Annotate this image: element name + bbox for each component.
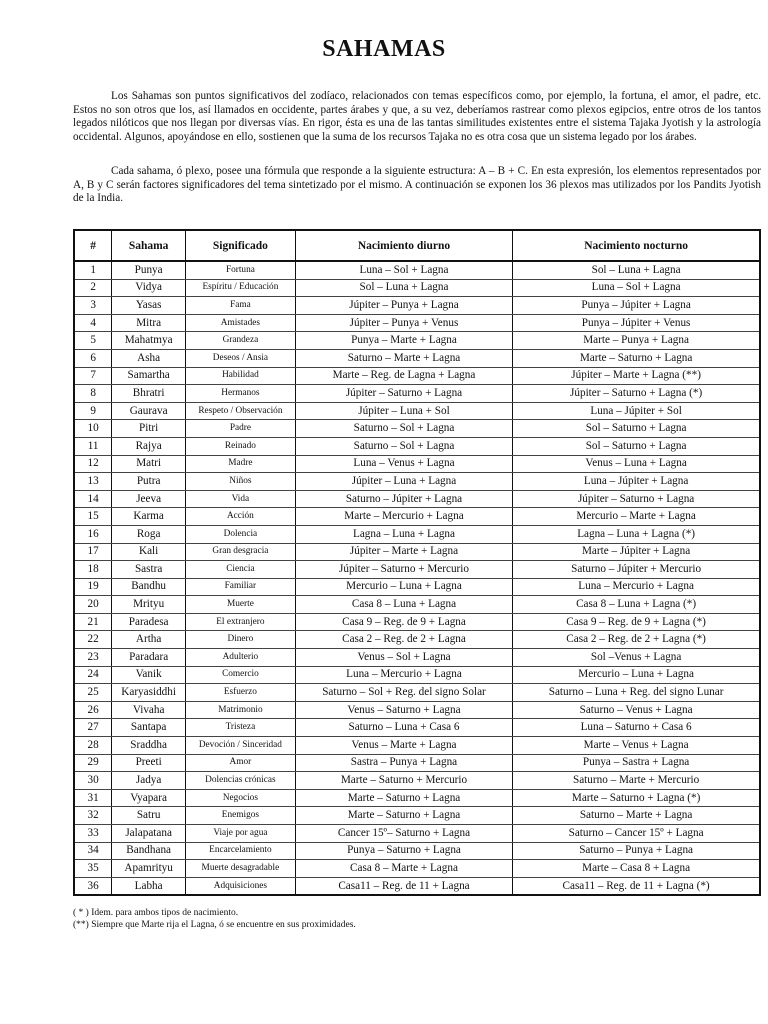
nacimiento-diurno: Júpiter – Punya + Lagna <box>295 297 512 315</box>
sahama-name: Paradara <box>112 649 186 667</box>
sahama-name: Karyasiddhi <box>112 684 186 702</box>
sahama-name: Vivaha <box>112 701 186 719</box>
nacimiento-nocturno: Saturno – Cancer 15º + Lagna <box>513 825 760 843</box>
row-number: 23 <box>74 649 112 667</box>
table-row <box>74 561 760 579</box>
nacimiento-nocturno: Mercurio – Luna + Lagna <box>513 666 760 684</box>
row-number: 14 <box>74 490 112 508</box>
row-number: 10 <box>74 420 112 438</box>
sahama-name: Artha <box>112 631 186 649</box>
nacimiento-diurno: Sastra – Punya + Lagna <box>295 754 512 772</box>
sahama-name: Pitri <box>112 420 186 438</box>
table-row <box>74 807 760 825</box>
nacimiento-diurno: Saturno – Marte + Lagna <box>295 349 512 367</box>
row-number: 21 <box>74 613 112 631</box>
nacimiento-nocturno: Lagna – Luna + Lagna (*) <box>513 525 760 543</box>
significado: Negocios <box>186 789 296 807</box>
significado: Ciencia <box>186 561 296 579</box>
significado: Grandeza <box>186 332 296 350</box>
table-row <box>74 684 760 702</box>
row-number: 13 <box>74 473 112 491</box>
table-row <box>74 754 760 772</box>
nacimiento-nocturno: Punya – Júpiter + Venus <box>513 314 760 332</box>
nacimiento-diurno: Marte – Mercurio + Lagna <box>295 508 512 526</box>
nacimiento-nocturno: Marte – Saturno + Lagna (*) <box>513 789 760 807</box>
row-number: 15 <box>74 508 112 526</box>
table-row <box>74 455 760 473</box>
nacimiento-nocturno: Luna – Júpiter + Sol <box>513 402 760 420</box>
nacimiento-diurno: Punya – Marte + Lagna <box>295 332 512 350</box>
nacimiento-nocturno: Saturno – Luna + Reg. del signo Lunar <box>513 684 760 702</box>
row-number: 19 <box>74 578 112 596</box>
row-number: 17 <box>74 543 112 561</box>
table-row <box>74 701 760 719</box>
significado: Muerte <box>186 596 296 614</box>
table-row <box>74 578 760 596</box>
sahama-name: Mahatmya <box>112 332 186 350</box>
row-number: 20 <box>74 596 112 614</box>
significado: Fama <box>186 297 296 315</box>
nacimiento-diurno: Venus – Sol + Lagna <box>295 649 512 667</box>
nacimiento-nocturno: Sol –Venus + Lagna <box>513 649 760 667</box>
row-number: 26 <box>74 701 112 719</box>
significado: Amor <box>186 754 296 772</box>
table-row <box>74 349 760 367</box>
nacimiento-nocturno: Marte – Casa 8 + Lagna <box>513 860 760 878</box>
significado: Comercio <box>186 666 296 684</box>
table-row <box>74 437 760 455</box>
nacimiento-nocturno: Casa 9 – Reg. de 9 + Lagna (*) <box>513 613 760 631</box>
nacimiento-diurno: Venus – Saturno + Lagna <box>295 701 512 719</box>
nacimiento-nocturno: Saturno – Júpiter + Mercurio <box>513 561 760 579</box>
nacimiento-diurno: Luna – Venus + Lagna <box>295 455 512 473</box>
table-row <box>74 402 760 420</box>
sahama-name: Jadya <box>112 772 186 790</box>
sahama-name: Labha <box>112 877 186 895</box>
significado: Madre <box>186 455 296 473</box>
sahama-name: Jalapatana <box>112 825 186 843</box>
nacimiento-nocturno: Punya – Júpiter + Lagna <box>513 297 760 315</box>
row-number: 24 <box>74 666 112 684</box>
significado: Amistades <box>186 314 296 332</box>
nacimiento-nocturno: Saturno – Punya + Lagna <box>513 842 760 860</box>
nacimiento-diurno: Mercurio – Luna + Lagna <box>295 578 512 596</box>
nacimiento-nocturno: Luna – Mercurio + Lagna <box>513 578 760 596</box>
significado: Deseos / Ansia <box>186 349 296 367</box>
row-number: 31 <box>74 789 112 807</box>
nacimiento-diurno: Marte – Reg. de Lagna + Lagna <box>295 367 512 385</box>
row-number: 8 <box>74 385 112 403</box>
nacimiento-diurno: Saturno – Sol + Reg. del signo Solar <box>295 684 512 702</box>
nacimiento-nocturno: Venus – Luna + Lagna <box>513 455 760 473</box>
table-row <box>74 596 760 614</box>
significado: El extranjero <box>186 613 296 631</box>
nacimiento-nocturno: Júpiter – Saturno + Lagna <box>513 490 760 508</box>
structure-paragraph: Cada sahama, ó plexo, posee una fórmula que responde a la siguiente estructura: A – B + C. En esta expresión, los elementos representados por A, B y C serán factores significadores del tema sintetizado por el mismo. A continuación se exponen los 36 plexos mas utilizados por los Pandits Jyotish de la India. <box>73 165 761 205</box>
table-row <box>74 314 760 332</box>
sahama-name: Rajya <box>112 437 186 455</box>
row-number: 29 <box>74 754 112 772</box>
nacimiento-diurno: Júpiter – Punya + Venus <box>295 314 512 332</box>
row-number: 28 <box>74 737 112 755</box>
sahama-name: Vanik <box>112 666 186 684</box>
sahama-name: Vyapara <box>112 789 186 807</box>
header-diurno: Nacimiento diurno <box>295 230 512 261</box>
nacimiento-nocturno: Marte – Punya + Lagna <box>513 332 760 350</box>
nacimiento-nocturno: Sol – Saturno + Lagna <box>513 437 760 455</box>
significado: Enemigos <box>186 807 296 825</box>
table-row <box>74 332 760 350</box>
significado: Viaje por agua <box>186 825 296 843</box>
table-row <box>74 666 760 684</box>
table-row <box>74 420 760 438</box>
table-row <box>74 842 760 860</box>
sahama-name: Matri <box>112 455 186 473</box>
nacimiento-nocturno: Saturno – Marte + Lagna <box>513 807 760 825</box>
nacimiento-nocturno: Luna – Sol + Lagna <box>513 279 760 297</box>
header-nocturno: Nacimiento nocturno <box>513 230 760 261</box>
table-row <box>74 297 760 315</box>
table-row <box>74 508 760 526</box>
nacimiento-nocturno: Júpiter – Saturno + Lagna (*) <box>513 385 760 403</box>
row-number: 34 <box>74 842 112 860</box>
row-number: 7 <box>74 367 112 385</box>
table-row <box>74 877 760 895</box>
sahama-name: Preeti <box>112 754 186 772</box>
row-number: 3 <box>74 297 112 315</box>
nacimiento-diurno: Casa 9 – Reg. de 9 + Lagna <box>295 613 512 631</box>
nacimiento-diurno: Casa 8 – Marte + Lagna <box>295 860 512 878</box>
row-number: 18 <box>74 561 112 579</box>
sahama-name: Jeeva <box>112 490 186 508</box>
nacimiento-nocturno: Punya – Sastra + Lagna <box>513 754 760 772</box>
sahama-name: Putra <box>112 473 186 491</box>
table-row <box>74 649 760 667</box>
table-row <box>74 543 760 561</box>
significado: Reinado <box>186 437 296 455</box>
table-row <box>74 385 760 403</box>
sahama-name: Asha <box>112 349 186 367</box>
nacimiento-diurno: Saturno – Sol + Lagna <box>295 437 512 455</box>
table-body <box>74 261 760 895</box>
significado: Tristeza <box>186 719 296 737</box>
significado: Muerte desagradable <box>186 860 296 878</box>
nacimiento-diurno: Venus – Marte + Lagna <box>295 737 512 755</box>
sahama-name: Mrityu <box>112 596 186 614</box>
nacimiento-diurno: Sol – Luna + Lagna <box>295 279 512 297</box>
nacimiento-diurno: Casa11 – Reg. de 11 + Lagna <box>295 877 512 895</box>
nacimiento-nocturno: Sol – Saturno + Lagna <box>513 420 760 438</box>
sahama-name: Sraddha <box>112 737 186 755</box>
sahama-name: Punya <box>112 261 186 279</box>
sahama-name: Sastra <box>112 561 186 579</box>
row-number: 35 <box>74 860 112 878</box>
nacimiento-nocturno: Saturno – Venus + Lagna <box>513 701 760 719</box>
sahama-name: Gaurava <box>112 402 186 420</box>
table-row <box>74 367 760 385</box>
intro-paragraph: Los Sahamas son puntos significativos del zodíaco, relacionados con temas específicos como, por ejemplo, la fortuna, el amor, el padre, etc. Estos no son otros que los, así llamados en occidente, partes árabes y que, a su vez, deberíamos rastrear como plexos egipcios, entre otros de los tantos legados nilóticos que nos llegan por diversas vías. En rigor, ésta es una de las tantas similitudes existentes entre el sistema Tajaka Jyotish y la astrología occidental. Algunos, apoyándose en ello, sostienen que la suma de los recursos Tajaka no es otra cosa que un sistema legado por los árabes. <box>73 90 761 143</box>
page-title: SAHAMAS <box>322 36 446 62</box>
nacimiento-diurno: Marte – Saturno + Lagna <box>295 807 512 825</box>
row-number: 33 <box>74 825 112 843</box>
row-number: 16 <box>74 525 112 543</box>
significado: Vida <box>186 490 296 508</box>
nacimiento-diurno: Júpiter – Marte + Lagna <box>295 543 512 561</box>
significado: Acción <box>186 508 296 526</box>
nacimiento-diurno: Júpiter – Luna + Sol <box>295 402 512 420</box>
table-row <box>74 613 760 631</box>
significado: Adquisiciones <box>186 877 296 895</box>
table-row <box>74 261 760 279</box>
nacimiento-nocturno: Sol – Luna + Lagna <box>513 261 760 279</box>
nacimiento-nocturno: Casa 2 – Reg. de 2 + Lagna (*) <box>513 631 760 649</box>
significado: Adulterio <box>186 649 296 667</box>
nacimiento-nocturno: Saturno – Marte + Mercurio <box>513 772 760 790</box>
significado: Dinero <box>186 631 296 649</box>
table-row <box>74 772 760 790</box>
significado: Habilidad <box>186 367 296 385</box>
row-number: 1 <box>74 261 112 279</box>
significado: Esfuerzo <box>186 684 296 702</box>
table-row <box>74 825 760 843</box>
sahama-name: Santapa <box>112 719 186 737</box>
significado: Matrimonio <box>186 701 296 719</box>
sahamas-table <box>73 229 761 896</box>
nacimiento-diurno: Casa 8 – Luna + Lagna <box>295 596 512 614</box>
significado: Niños <box>186 473 296 491</box>
nacimiento-diurno: Casa 2 – Reg. de 2 + Lagna <box>295 631 512 649</box>
row-number: 6 <box>74 349 112 367</box>
nacimiento-nocturno: Casa 8 – Luna + Lagna (*) <box>513 596 760 614</box>
table-header-row <box>74 230 760 261</box>
significado: Hermanos <box>186 385 296 403</box>
significado: Gran desgracia <box>186 543 296 561</box>
sahama-name: Bandhu <box>112 578 186 596</box>
footnote-single: ( * ) Idem. para ambos tipos de nacimiento. <box>73 908 239 918</box>
significado: Fortuna <box>186 261 296 279</box>
significado: Respeto / Observación <box>186 402 296 420</box>
nacimiento-diurno: Saturno – Sol + Lagna <box>295 420 512 438</box>
sahama-name: Karma <box>112 508 186 526</box>
row-number: 36 <box>74 877 112 895</box>
table-row <box>74 737 760 755</box>
sahama-name: Apamrityu <box>112 860 186 878</box>
table-row <box>74 473 760 491</box>
significado: Familiar <box>186 578 296 596</box>
nacimiento-diurno: Júpiter – Saturno + Mercurio <box>295 561 512 579</box>
row-number: 25 <box>74 684 112 702</box>
nacimiento-diurno: Júpiter – Saturno + Lagna <box>295 385 512 403</box>
sahama-name: Satru <box>112 807 186 825</box>
nacimiento-diurno: Cancer 15º– Saturno + Lagna <box>295 825 512 843</box>
significado: Padre <box>186 420 296 438</box>
nacimiento-nocturno: Júpiter – Marte + Lagna (**) <box>513 367 760 385</box>
nacimiento-diurno: Luna – Sol + Lagna <box>295 261 512 279</box>
sahama-name: Bhratri <box>112 385 186 403</box>
table-row <box>74 631 760 649</box>
nacimiento-nocturno: Casa11 – Reg. de 11 + Lagna (*) <box>513 877 760 895</box>
sahama-name: Bandhana <box>112 842 186 860</box>
nacimiento-diurno: Marte – Saturno + Lagna <box>295 789 512 807</box>
significado: Devoción / Sinceridad <box>186 737 296 755</box>
nacimiento-diurno: Punya – Saturno + Lagna <box>295 842 512 860</box>
significado: Encarcelamiento <box>186 842 296 860</box>
sahama-name: Samartha <box>112 367 186 385</box>
table-row <box>74 279 760 297</box>
nacimiento-diurno: Saturno – Luna + Casa 6 <box>295 719 512 737</box>
nacimiento-diurno: Júpiter – Luna + Lagna <box>295 473 512 491</box>
row-number: 12 <box>74 455 112 473</box>
row-number: 5 <box>74 332 112 350</box>
sahama-name: Vidya <box>112 279 186 297</box>
row-number: 9 <box>74 402 112 420</box>
footnote-double: (**) Siempre que Marte rija el Lagna, ó se encuentre en sus proximidades. <box>73 919 356 930</box>
nacimiento-nocturno: Luna – Saturno + Casa 6 <box>513 719 760 737</box>
nacimiento-diurno: Saturno – Júpiter + Lagna <box>295 490 512 508</box>
nacimiento-diurno: Luna – Mercurio + Lagna <box>295 666 512 684</box>
significado: Espíritu / Educación <box>186 279 296 297</box>
nacimiento-nocturno: Marte – Júpiter + Lagna <box>513 543 760 561</box>
table-row <box>74 490 760 508</box>
significado: Dolencia <box>186 525 296 543</box>
header-number: # <box>74 230 112 261</box>
sahama-name: Roga <box>112 525 186 543</box>
table-row <box>74 525 760 543</box>
nacimiento-nocturno: Marte – Saturno + Lagna <box>513 349 760 367</box>
table-row <box>74 719 760 737</box>
sahama-name: Paradesa <box>112 613 186 631</box>
nacimiento-nocturno: Luna – Júpiter + Lagna <box>513 473 760 491</box>
row-number: 11 <box>74 437 112 455</box>
footnotes <box>73 908 356 931</box>
header-significado: Significado <box>186 230 296 261</box>
nacimiento-diurno: Marte – Saturno + Mercurio <box>295 772 512 790</box>
nacimiento-nocturno: Mercurio – Marte + Lagna <box>513 508 760 526</box>
row-number: 4 <box>74 314 112 332</box>
row-number: 2 <box>74 279 112 297</box>
nacimiento-diurno: Lagna – Luna + Lagna <box>295 525 512 543</box>
significado: Dolencias crónicas <box>186 772 296 790</box>
table-row <box>74 860 760 878</box>
table-row <box>74 789 760 807</box>
row-number: 30 <box>74 772 112 790</box>
row-number: 32 <box>74 807 112 825</box>
row-number: 27 <box>74 719 112 737</box>
nacimiento-nocturno: Marte – Venus + Lagna <box>513 737 760 755</box>
row-number: 22 <box>74 631 112 649</box>
sahama-name: Mitra <box>112 314 186 332</box>
header-sahama: Sahama <box>112 230 186 261</box>
sahama-name: Yasas <box>112 297 186 315</box>
sahama-name: Kali <box>112 543 186 561</box>
